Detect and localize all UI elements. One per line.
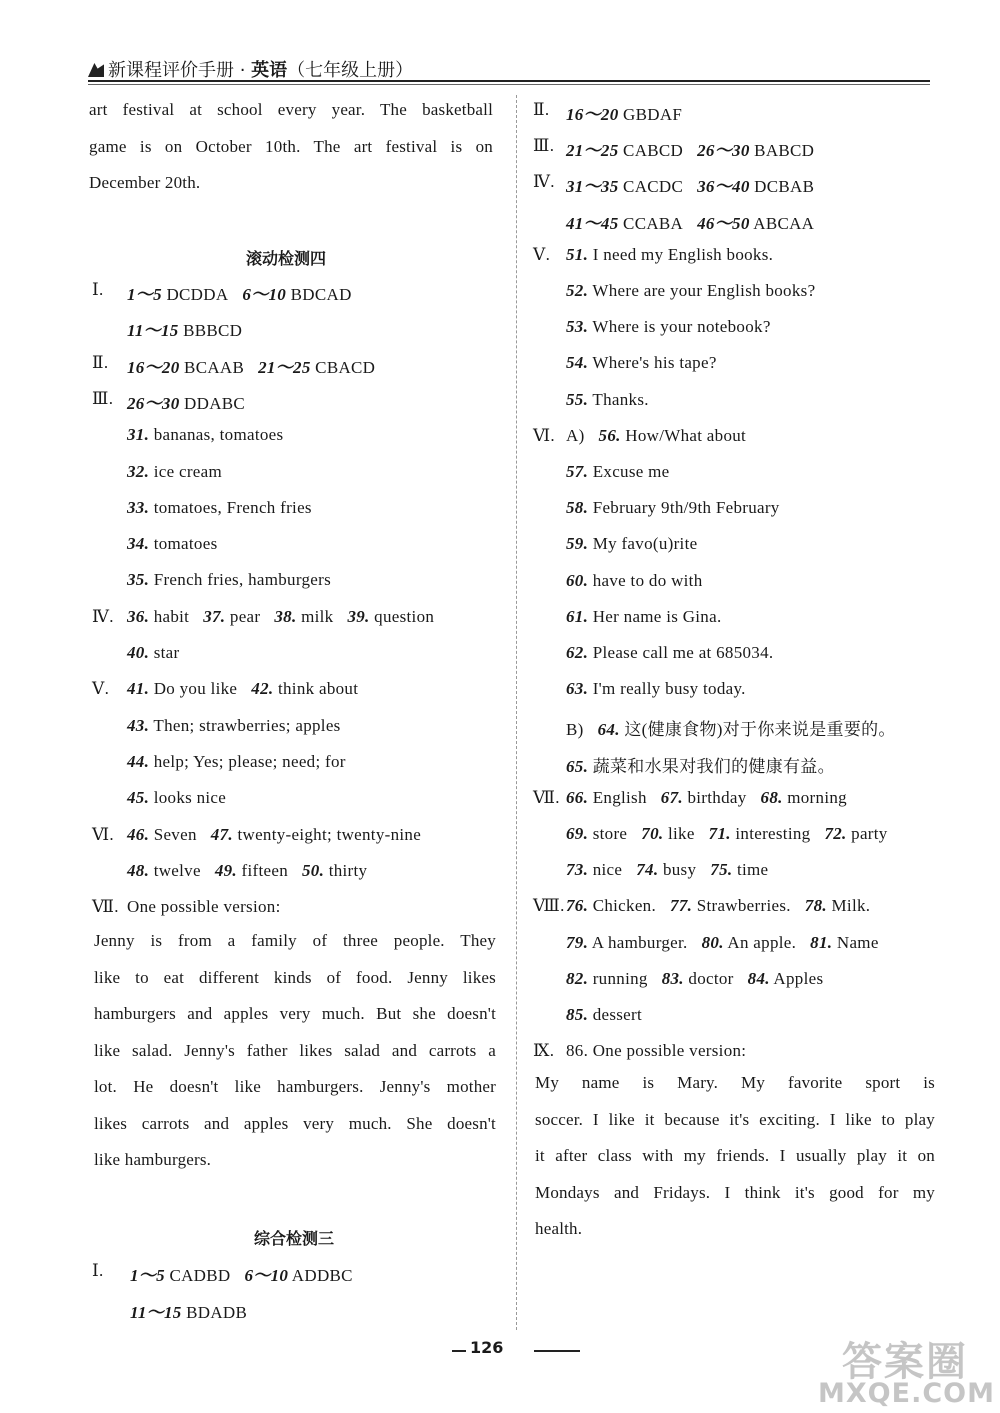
roman-numeral: Ⅳ.: [92, 606, 114, 626]
answer-line: [566, 643, 773, 663]
answer-text: time: [732, 860, 769, 880]
answer-text: DDABC: [179, 393, 246, 413]
question-number: 11～15: [127, 321, 179, 341]
paragraph-line: Jenny is from a family of three people. They: [94, 931, 496, 950]
answer-text: party: [846, 824, 888, 843]
right-essay-paragraph: [535, 1065, 935, 1248]
left-intro-paragraph: [89, 92, 493, 202]
question-number: 44.: [127, 751, 150, 771]
answer-text: An apple.: [723, 932, 797, 952]
question-number: 32.: [127, 461, 150, 481]
answer-line: [127, 570, 331, 590]
section-title-rolling-test-4: 滚动检测四: [246, 249, 327, 268]
paragraph-line: like salad. Jenny's father likes salad and carrots a: [94, 1040, 496, 1060]
roman-numeral: Ⅱ.: [92, 352, 109, 372]
answer-text: store: [588, 824, 628, 843]
answer-line: [127, 462, 222, 482]
answer-line: [127, 752, 346, 772]
answer-text: Chicken.: [588, 896, 657, 916]
roman-numeral: Ⅰ.: [92, 280, 104, 299]
question-number: 67.: [660, 787, 683, 807]
answer-text: GBDAF: [618, 105, 683, 124]
answer-line: [566, 426, 746, 446]
paragraph-line: My name is Mary. My favorite sport is: [535, 1073, 935, 1092]
question-number: 49.: [214, 860, 237, 880]
answer-line: [127, 498, 312, 518]
question-number: 59.: [566, 534, 589, 554]
answer-text: birthday: [682, 787, 747, 807]
watermark-logo: 答案圈: [842, 1339, 968, 1385]
header-grade: （七年级上册）: [287, 60, 414, 81]
question-number: 72.: [824, 824, 847, 843]
question-number: 84.: [747, 968, 770, 988]
question-number: 85.: [566, 1005, 589, 1024]
question-number: 16～20: [127, 357, 180, 377]
question-number: 73.: [566, 860, 589, 880]
answer-text: ice cream: [149, 461, 222, 481]
roman-numeral: Ⅱ.: [533, 100, 550, 119]
question-number: 79.: [566, 932, 589, 952]
answer-text: tomatoes, French fries: [149, 497, 312, 517]
answer-line: [566, 1041, 746, 1061]
question-number: 66.: [566, 787, 589, 807]
answer-line: [566, 788, 847, 808]
column-divider: [516, 95, 517, 1330]
paragraph-line: lot. He doesn't like hamburgers. Jenny's mother: [94, 1077, 496, 1096]
answer-line: [566, 824, 888, 844]
answer-line: [566, 1005, 642, 1025]
question-number: 45.: [127, 788, 150, 808]
question-number: 80.: [701, 932, 724, 952]
answer-text: Apples: [769, 968, 824, 988]
answer-text: English: [588, 787, 647, 807]
question-number: 38.: [274, 606, 297, 626]
answer-line: [127, 825, 421, 845]
answer-line: [566, 209, 814, 234]
answer-text: thirty: [324, 860, 368, 880]
running-header: [88, 56, 413, 82]
answer-text: question: [369, 606, 435, 626]
paragraph-line: likes carrots and apples very much. She doesn't: [94, 1113, 496, 1133]
question-number: 46～50: [697, 213, 750, 233]
paragraph-line: game is on October 10th. The art festival is on: [89, 136, 493, 156]
answer-text: ADDBC: [288, 1266, 353, 1285]
answer-line: [127, 897, 281, 917]
question-number: 75.: [710, 860, 733, 880]
answer-text: Thanks.: [588, 389, 649, 409]
question-number: 55.: [566, 389, 589, 409]
answer-text: ABCAA: [749, 213, 815, 233]
answer-line: [566, 896, 870, 916]
answer-text: bananas, tomatoes: [149, 425, 284, 445]
question-number: 40.: [127, 643, 150, 662]
answer-text: morning: [782, 787, 847, 807]
answer-text: like: [663, 824, 695, 843]
answer-line: [127, 316, 242, 341]
question-number: 82.: [566, 968, 589, 988]
question-number: 41～45: [566, 213, 619, 233]
answer-line: [566, 534, 697, 554]
question-number: 70.: [641, 824, 664, 843]
header-rule: [88, 80, 930, 82]
question-number: 33.: [127, 497, 150, 517]
question-number: 50.: [302, 860, 325, 880]
answer-text: interesting: [730, 824, 811, 843]
answer-text: How/What about: [620, 425, 747, 445]
answer-line: [566, 860, 768, 880]
question-number: 37.: [203, 606, 226, 626]
answer-text: Her name is Gina.: [588, 606, 722, 626]
answer-text: Do you like: [149, 679, 238, 699]
answer-line: [566, 462, 670, 482]
question-number: 52.: [566, 281, 589, 300]
question-number: 78.: [804, 896, 827, 916]
question-number: 35.: [127, 570, 150, 590]
answer-text: Seven: [149, 824, 197, 844]
question-number: 81.: [810, 932, 833, 952]
answer-line: [566, 317, 771, 337]
question-number: 63.: [566, 679, 589, 699]
roman-numeral: Ⅴ.: [533, 244, 551, 264]
answer-text: Where are your English books?: [588, 281, 816, 300]
answer-text: twelve: [149, 860, 201, 880]
roman-numeral: Ⅶ.: [92, 897, 119, 917]
question-number: 54.: [566, 353, 589, 373]
answer-line: [566, 679, 746, 699]
answer-line: [566, 245, 773, 265]
paragraph-line: like hamburgers.: [94, 1150, 212, 1169]
question-number: 57.: [566, 462, 589, 481]
answer-text: 蔬菜和水果对我们的健康有益。: [588, 756, 835, 776]
answer-line: [127, 716, 341, 736]
question-number: 1～5: [127, 285, 162, 304]
answer-text: CACDC: [618, 177, 684, 197]
answer-line: [127, 607, 434, 627]
answer-line: [127, 353, 375, 378]
answer-text: Where's his tape?: [588, 353, 717, 373]
question-number: 21～25: [258, 357, 311, 377]
question-number: 58.: [566, 498, 589, 518]
answer-text: habit: [149, 606, 190, 626]
answer-text: twenty-eight; twenty-nine: [232, 824, 422, 844]
question-number: 36～40: [697, 177, 750, 197]
answer-line: [566, 969, 823, 989]
question-number: 74.: [636, 860, 659, 880]
question-number: 65.: [566, 756, 589, 776]
paragraph-line: health.: [535, 1219, 583, 1238]
paragraph-line: Mondays and Fridays. I think it's good for my: [535, 1182, 935, 1202]
question-number: 56.: [598, 425, 621, 445]
answer-text: CABCD: [618, 141, 684, 161]
answer-line: [127, 280, 352, 305]
question-number: 43.: [127, 715, 150, 735]
answer-text: dessert: [588, 1005, 643, 1024]
answer-text: BDCAD: [286, 285, 352, 304]
question-number: 51.: [566, 244, 589, 264]
roman-numeral: Ⅵ.: [92, 824, 114, 844]
answer-text: BABCD: [749, 141, 815, 161]
paragraph-line: December 20th.: [89, 173, 201, 192]
paragraph-line: it after class with my friends. I usually play it on: [535, 1146, 935, 1165]
question-number: 53.: [566, 317, 589, 337]
answer-text: milk: [296, 606, 334, 626]
question-number: 76.: [566, 896, 589, 916]
answer-text: DCBAB: [749, 177, 815, 197]
answer-line: [127, 389, 245, 414]
answer-line: [566, 607, 722, 627]
watermark-url: MXQE.COM: [818, 1378, 995, 1409]
answer-text: I need my English books.: [588, 244, 774, 264]
answer-line: [130, 1261, 353, 1286]
answer-text: CADBD: [164, 1266, 231, 1285]
answer-line: [566, 571, 703, 591]
question-number: 83.: [661, 968, 684, 988]
roman-numeral: Ⅲ.: [533, 136, 555, 156]
answer-text: A hamburger.: [588, 932, 688, 952]
header-prefix: 新课程评价手册 ·: [108, 60, 252, 81]
question-number: 39.: [347, 606, 370, 626]
answer-line: [566, 715, 896, 740]
question-number: 61.: [566, 606, 589, 626]
answer-line: [127, 425, 283, 445]
question-number: 46.: [127, 824, 150, 844]
answer-text: pear: [225, 606, 261, 626]
question-number: 71.: [708, 824, 731, 843]
answer-text: Please call me at 685034.: [588, 643, 774, 662]
paragraph-line: like to eat different kinds of food. Jenny likes: [94, 967, 496, 987]
roman-numeral: Ⅰ.: [92, 1261, 104, 1280]
question-number: 48.: [127, 860, 150, 880]
answer-text: BBBCD: [178, 321, 243, 341]
answer-text: February 9th/9th February: [588, 498, 780, 518]
answer-text: running: [588, 968, 648, 988]
answer-text: Name: [832, 932, 879, 952]
book-logo-icon: [88, 63, 104, 77]
answer-line: [127, 788, 226, 808]
answer-line: [566, 281, 815, 301]
paragraph-line: soccer. I like it because it's exciting. I like to play: [535, 1109, 935, 1129]
answer-text: BDADB: [181, 1302, 248, 1322]
answer-text: star: [149, 643, 180, 662]
answer-text: B): [566, 720, 584, 740]
answer-line: [127, 534, 217, 554]
answer-line: [566, 100, 682, 125]
answer-text: think about: [273, 679, 359, 699]
roman-numeral: Ⅶ.: [533, 787, 560, 807]
answer-line: [127, 643, 179, 663]
answer-line: [127, 679, 358, 699]
answer-text: busy: [658, 860, 697, 880]
question-number: 31～35: [566, 177, 619, 197]
page-ornament-left: [452, 1350, 466, 1352]
question-number: 21～25: [566, 141, 619, 161]
question-number: 68.: [760, 787, 783, 807]
answer-text: I'm really busy today.: [588, 679, 746, 699]
roman-numeral: Ⅴ.: [92, 679, 110, 699]
answer-text: DCDDA: [161, 285, 229, 304]
answer-text: looks nice: [149, 788, 227, 808]
answer-text: French fries, hamburgers: [149, 570, 332, 590]
question-number: 26～30: [697, 141, 750, 161]
answer-line: [130, 1298, 247, 1323]
answer-text: BCAAB: [179, 357, 245, 377]
question-number: 69.: [566, 824, 589, 843]
question-number: 34.: [127, 534, 150, 554]
answer-text: One possible version:: [127, 897, 281, 917]
roman-numeral: Ⅳ.: [533, 172, 555, 192]
answer-text: My favo(u)rite: [588, 534, 698, 554]
question-number: 31.: [127, 425, 150, 445]
answer-text: Milk.: [826, 896, 871, 916]
answer-text: doctor: [683, 968, 734, 988]
question-number: 62.: [566, 643, 589, 662]
answer-text: Strawberries.: [692, 896, 791, 916]
roman-numeral: Ⅷ.: [533, 896, 565, 916]
question-number: 6～10: [242, 285, 287, 304]
answer-text: tomatoes: [149, 534, 218, 554]
answer-line: [566, 933, 879, 953]
question-number: 64.: [597, 720, 620, 740]
answer-line: [127, 861, 367, 881]
answer-line: [566, 498, 780, 518]
paragraph-line: art festival at school every year. The basketball: [89, 100, 493, 119]
question-number: 41.: [127, 679, 150, 699]
answer-line: [566, 353, 717, 373]
paragraph-line: hamburgers and apples very much. But she doesn't: [94, 1004, 496, 1023]
header-rule-thin: [88, 84, 930, 85]
question-number: 60.: [566, 570, 589, 590]
answer-text: fifteen: [236, 860, 288, 880]
answer-text: nice: [588, 860, 623, 880]
answer-text: CBACD: [310, 357, 376, 377]
answer-text: 这(健康食物)对于你来说是重要的。: [619, 720, 896, 740]
question-number: 26～30: [127, 393, 180, 413]
roman-numeral: Ⅸ.: [533, 1041, 555, 1061]
answer-line: [566, 390, 649, 410]
answer-text: Where is your notebook?: [588, 317, 771, 337]
answer-line: [566, 752, 835, 777]
page-number: 126: [470, 1338, 504, 1357]
question-number: 16～20: [566, 105, 619, 124]
answer-text: help; Yes; please; need; for: [149, 751, 346, 771]
answer-text: Excuse me: [588, 462, 670, 481]
header-subject: 英语: [251, 60, 288, 81]
question-number: 47.: [210, 824, 233, 844]
answer-line: [566, 172, 814, 197]
answer-text: Then; strawberries; apples: [149, 715, 341, 735]
question-number: 36.: [127, 606, 150, 626]
page-ornament-right: [534, 1350, 580, 1352]
left-essay-paragraph: [94, 923, 496, 1179]
question-number: 77.: [670, 896, 693, 916]
answer-text: have to do with: [588, 570, 703, 590]
question-number: 1～5: [130, 1266, 165, 1285]
question-number: 11～15: [130, 1302, 182, 1322]
answer-text: CCABA: [618, 213, 684, 233]
roman-numeral: Ⅵ.: [533, 425, 555, 445]
question-number: 42.: [251, 679, 274, 699]
answer-text: 86. One possible version:: [566, 1041, 747, 1061]
roman-numeral: Ⅲ.: [92, 388, 114, 408]
answer-line: [566, 136, 814, 161]
section-title-comprehensive-test-3: 综合检测三: [254, 1229, 335, 1248]
question-number: 6～10: [244, 1266, 289, 1285]
answer-text: A): [566, 425, 585, 445]
